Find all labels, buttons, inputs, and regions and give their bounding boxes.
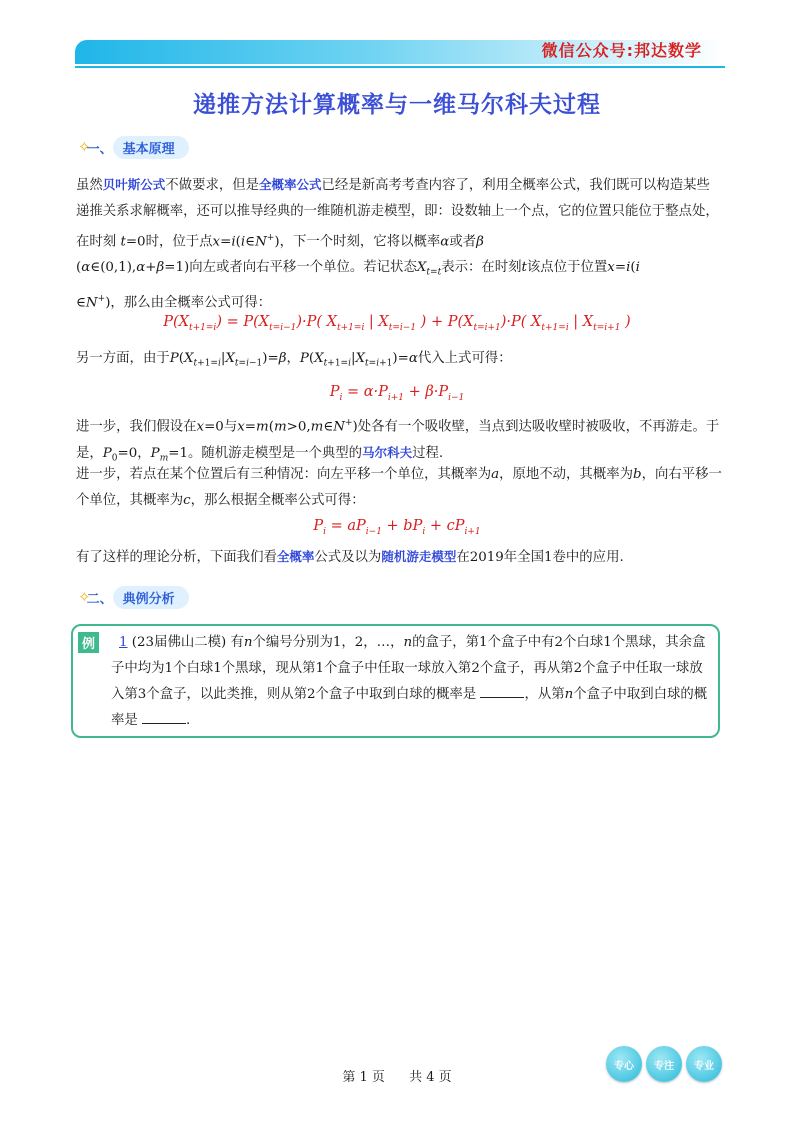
section-heading-1 [78,134,189,160]
paragraph-absorbing: 进一步，我们假设在x=0与x=m(m>0,m∈N+)处各有一个吸收壁，当点到达吸收壁时被吸收，不再游走。于是，$P_0=0$，$P_m=1$。随机游走模型是一个典型的马尔科夫过程. [76,418,720,465]
brand-label: 微信公众号:邦达数学 [541,41,702,60]
section-label: 典例分析 [113,586,189,609]
answer-blank-1[interactable] [480,685,524,698]
highlight-bayes: 贝叶斯公式 [102,177,166,192]
section-label: 基本原理 [113,136,189,159]
badge-group [606,1046,722,1082]
formula-total-probability: $P(X_{t+1=i}) = P(X_{t=i-1})\cdot P$( $X_{t+1=i}$ | $X_{t=i-1}$ ) + $P(X_{t=i+1})\cdot P$( $X_{t+1=i}$ | $X_{t=i+1}$ ) [163,314,631,333]
section-number: 一、 [86,141,113,157]
star-icon: ✧ [78,588,91,606]
formula-three-cases: $P_i = aP_{i-1} + bP_i + cP_{i+1}$ [313,518,481,537]
paragraph-three-cases: 进一步，若点在某个位置后有三种情况：向左平移一个单位，其概率为a，原地不动，其概率为b，向右平移一个单位，其概率为c，那么根据全概率公式可得： [76,467,722,508]
example-text: 1 (23届佛山二模) 有n个编号分别为1，2，…，n的盒子，第1个盒子中有2个白球1个黑球，其余盒子中均为1个白球1个黑球，现从第1个盒子中任取一球放入第2个盒子，再从第2个盒子中任取一球放入第3个盒子，以此类推，则从第2个盒子中取到白球的概率是 ，从第n个盒子中取到白球的概率是 . [111,635,708,728]
paragraph-substitution: 另一方面，由于$P(X_{t+1=i}|X_{t=i-1})=\beta$，$P(X_{t+1=i}|X_{t=i+1})=\alpha$代入上式可得： [76,351,512,369]
badge-professional: 专业 [686,1046,722,1082]
highlight-total-probability-2: 全概率 [276,549,315,564]
page-title: 递推方法计算概率与一维马尔科夫过程 [193,92,601,118]
page-total: 共 4 页 [409,1070,452,1085]
badge-dedication: 专注 [646,1046,682,1082]
section-heading-2 [78,584,189,610]
page-number: 第 1 页 [342,1070,385,1085]
highlight-markov: 马尔科夫 [362,445,413,461]
example-box [71,624,720,738]
paragraph-transition: 有了这样的理论分析，下面我们看全概率公式及以为随机游走模型在2019年全国1卷中的应用. [76,549,624,565]
highlight-random-walk: 随机游走模型 [381,549,457,564]
formula-recurrence: $P_i = \alpha\cdot P_{i+1} + \beta\cdot P_{i-1}$ [329,384,465,403]
example-tag: 例 [78,632,99,653]
answer-blank-2[interactable] [142,711,186,724]
paragraph-intro: 虽然贝叶斯公式不做要求，但是全概率公式已经是新高考考查内容了，利用全概率公式，我们既可以构造某些递推关系求解概率，还可以推导经典的一维随机游走模型，即：设数轴上一个点，它的位置只能位于整点处，在时刻 t=0时，位于点x=i(i∈N+)，下一个时刻，它将以概率α或者β (α∈(0,1),α+β=1)向左或者向右平移一个单位。若记状态$X_{t=t}$表示：在时刻t该点位于位置x=i(i ∈N+)，那么由全概率公式可得： [76,177,719,311]
example-number: 1 [119,635,128,650]
star-icon: ✧ [78,138,91,156]
badge-focus: 专心 [606,1046,642,1082]
section-number: 二、 [86,591,113,607]
highlight-total-probability: 全概率公式 [259,177,322,192]
